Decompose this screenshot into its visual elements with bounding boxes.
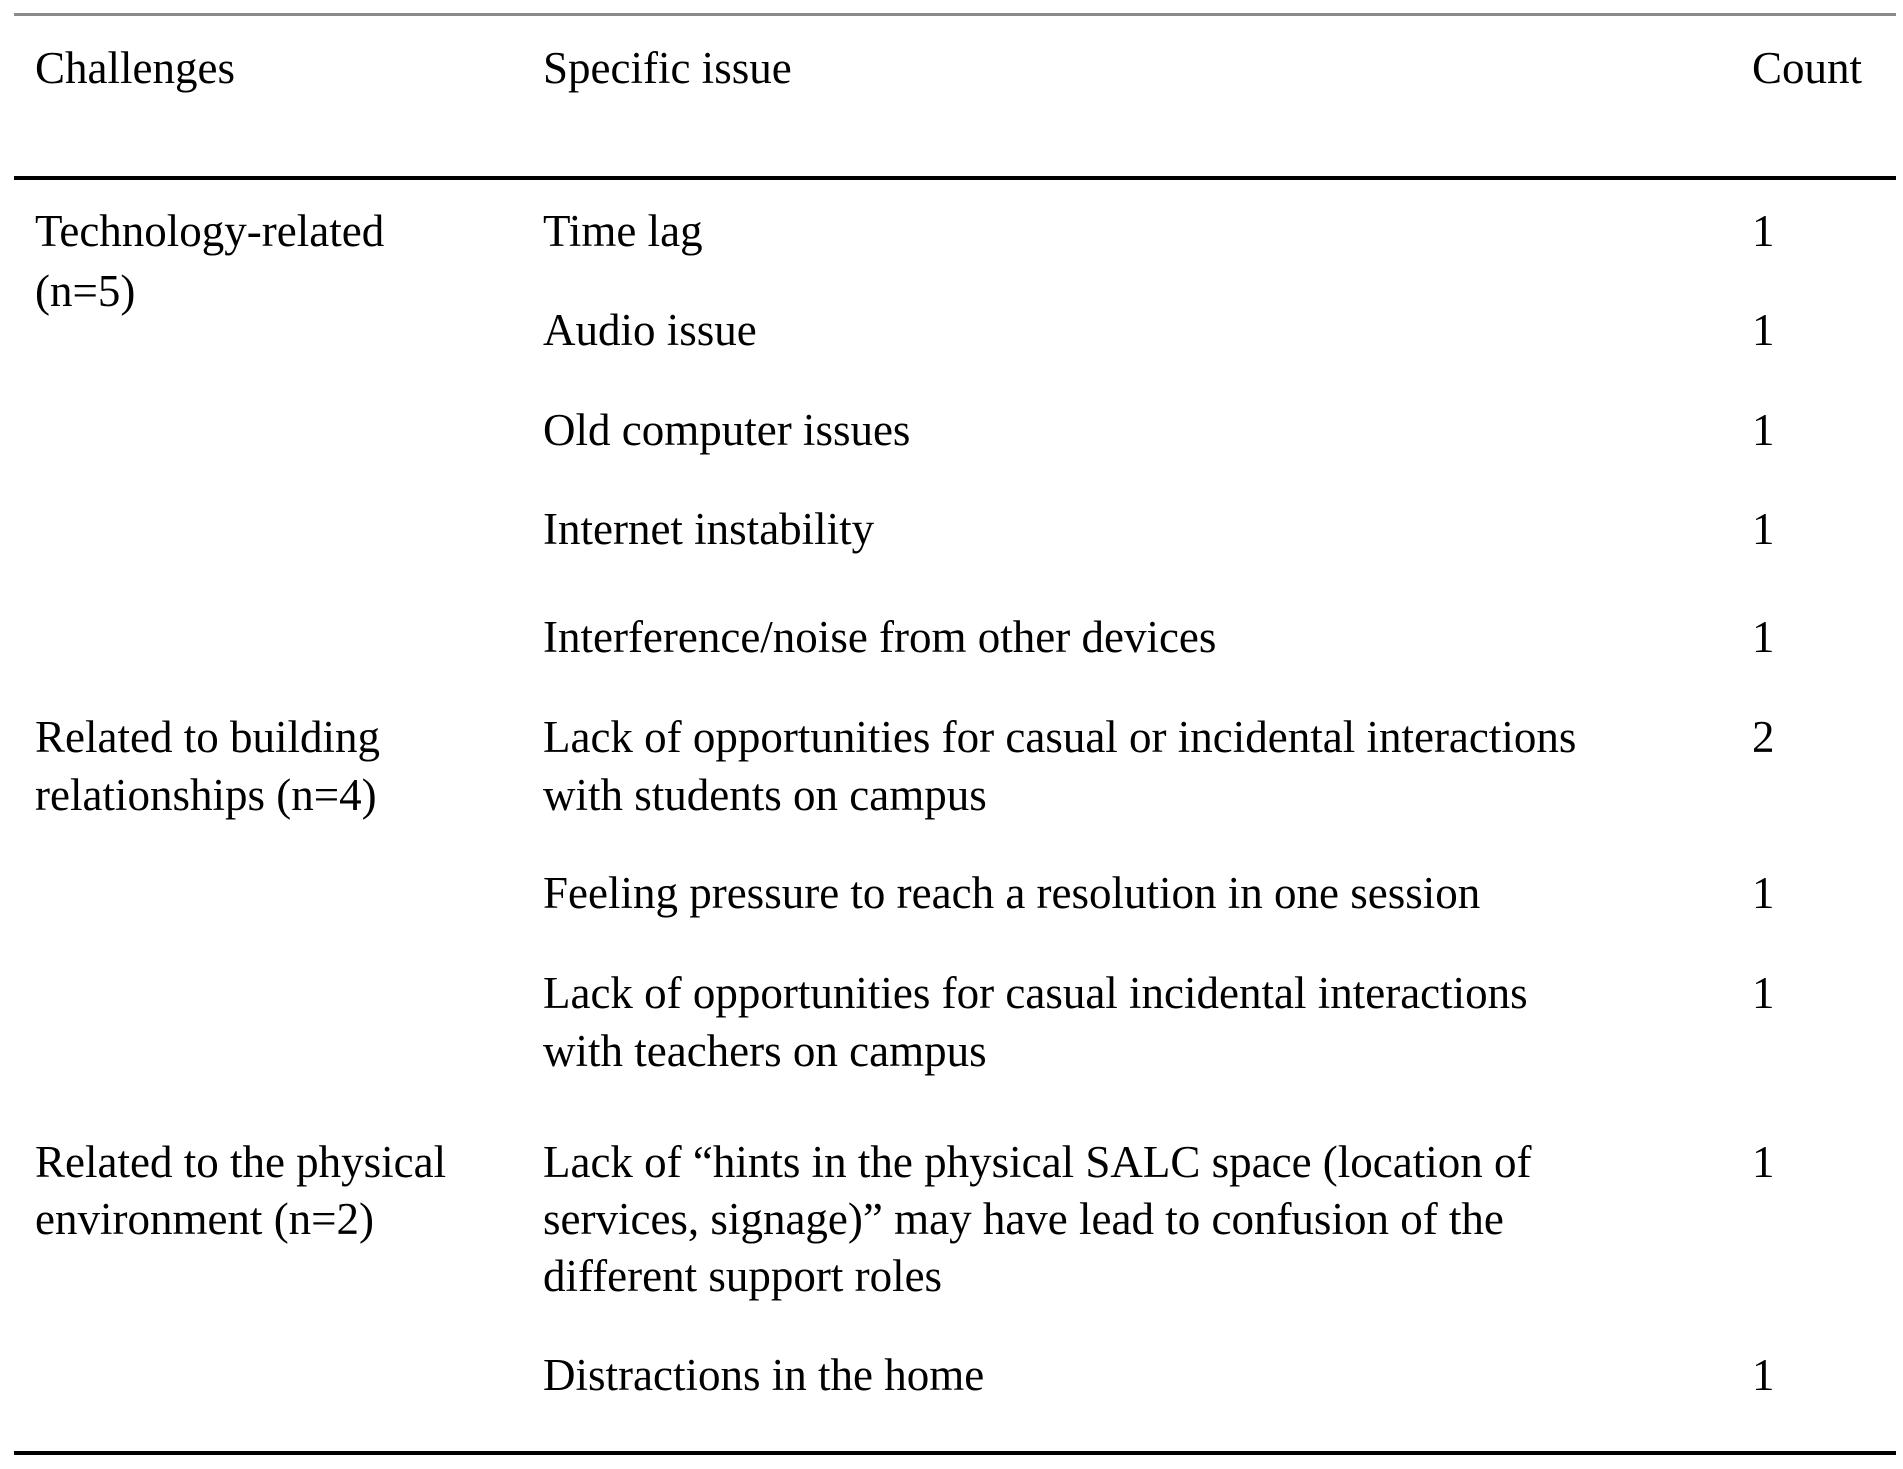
issue-text: Distractions in the home: [543, 1350, 985, 1400]
count-value: 1: [1752, 1137, 1775, 1187]
issue-text: with students on campus: [543, 770, 987, 820]
count-value: 1: [1752, 868, 1775, 918]
table-top-rule: [14, 13, 1896, 16]
challenge-label-line: Related to building: [35, 712, 380, 762]
issue-text: Lack of opportunities for casual or incidental interactions: [543, 712, 1577, 762]
issue-text: different support roles: [543, 1251, 943, 1301]
issue-text: Lack of “hints in the physical SALC space (location of: [543, 1137, 1532, 1187]
challenge-label-line: relationships (n=4): [35, 770, 377, 820]
table-bottom-rule: [14, 1451, 1896, 1455]
header-count: Count: [1752, 43, 1863, 93]
issue-text: Lack of opportunities for casual incidental interactions: [543, 968, 1528, 1018]
issue-text: Internet instability: [543, 504, 875, 554]
issue-text: Audio issue: [543, 305, 757, 355]
issue-text: with teachers on campus: [543, 1026, 987, 1076]
count-value: 1: [1752, 504, 1775, 554]
challenge-label-line: Technology-related: [35, 206, 385, 256]
count-value: 1: [1752, 305, 1775, 355]
issue-text: Interference/noise from other devices: [543, 612, 1217, 662]
count-value: 1: [1752, 968, 1775, 1018]
issue-text: services, signage)” may have lead to confusion of the: [543, 1194, 1504, 1244]
issue-text: Feeling pressure to reach a resolution in one session: [543, 868, 1481, 918]
header-specific-issue: Specific issue: [543, 43, 792, 93]
challenge-label-line: Related to the physical: [35, 1137, 447, 1187]
count-value: 1: [1752, 612, 1775, 662]
table-header-rule: [14, 176, 1896, 180]
count-value: 1: [1752, 405, 1775, 455]
challenge-label-line: environment (n=2): [35, 1194, 375, 1244]
issue-text: Time lag: [543, 206, 703, 256]
count-value: 1: [1752, 206, 1775, 256]
count-value: 2: [1752, 712, 1775, 762]
header-challenges: Challenges: [35, 43, 235, 93]
issue-text: Old computer issues: [543, 405, 911, 455]
challenge-label-line: (n=5): [35, 266, 136, 316]
count-value: 1: [1752, 1350, 1775, 1400]
